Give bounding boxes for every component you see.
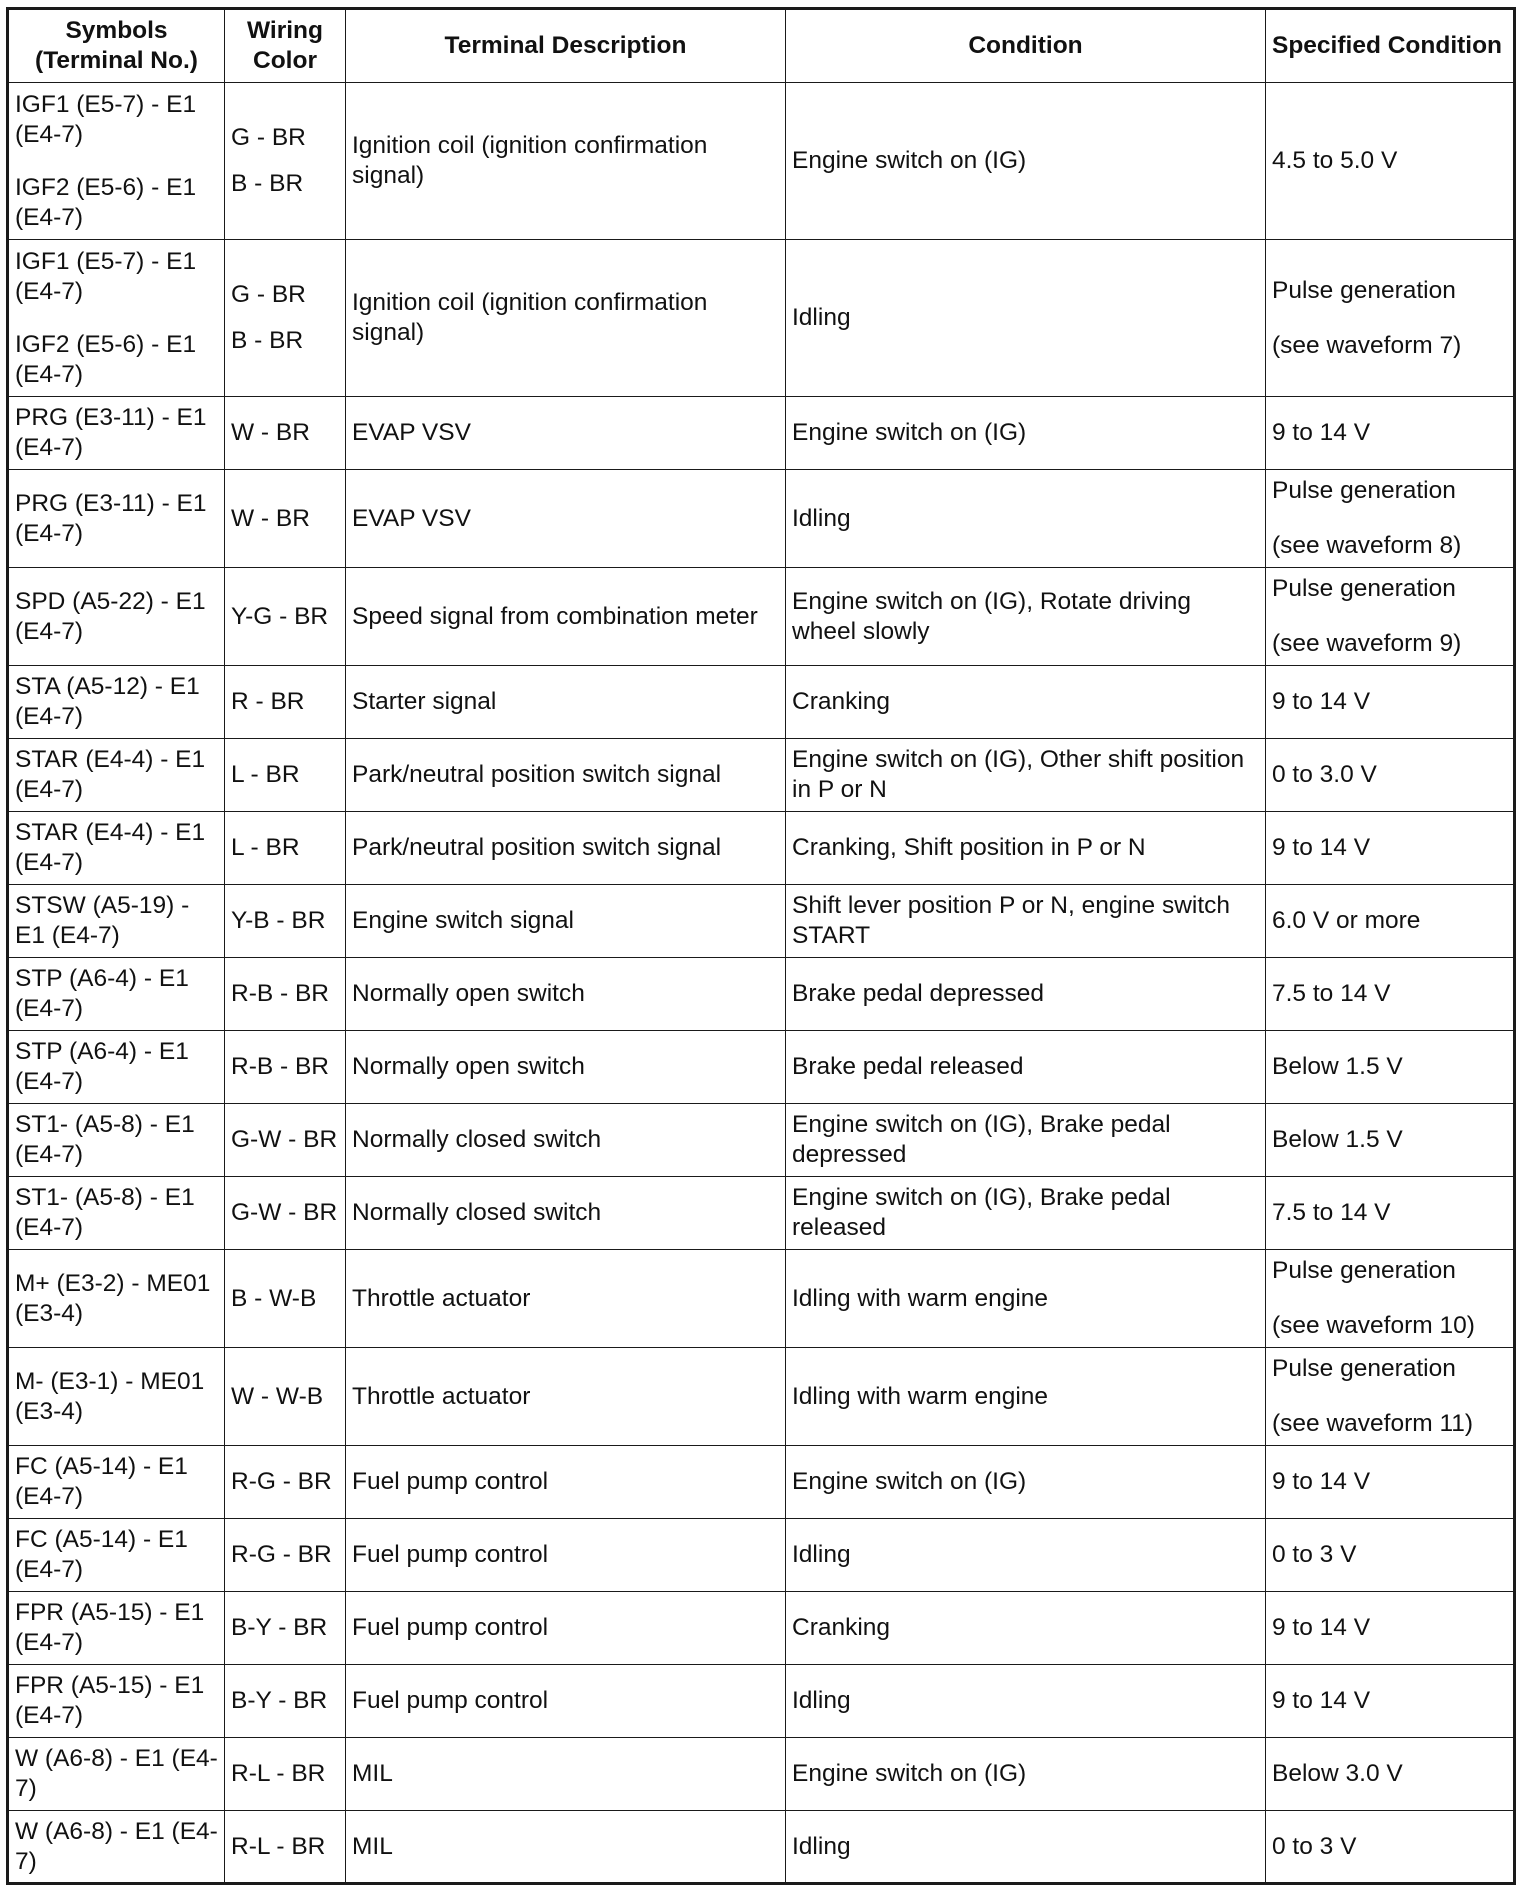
symbol-pair: FPR (A5-15) - E1 (E4-7)	[15, 1672, 205, 1729]
cell-wiring	[225, 666, 346, 739]
cell-condition	[786, 240, 1266, 397]
spec-line: Pulse generation	[1272, 276, 1456, 304]
condition-text: Idling	[792, 1832, 851, 1860]
terminal-description: Engine switch signal	[352, 907, 574, 934]
spec-line: Below 1.5 V	[1272, 1126, 1403, 1153]
cell-wiring	[225, 470, 346, 568]
table-body	[8, 83, 1515, 1884]
cell-symbols	[8, 1104, 225, 1177]
table-row	[8, 240, 1515, 397]
cell-wiring	[225, 1104, 346, 1177]
symbol-pair: M+ (E3-2) - ME01 (E3-4)	[15, 1269, 211, 1327]
condition-text: Brake pedal depressed	[792, 980, 1044, 1007]
cell-symbols	[8, 885, 225, 958]
cell-wiring	[225, 1519, 346, 1592]
cell-condition	[786, 958, 1266, 1031]
cell-spec	[1266, 1250, 1515, 1348]
symbol-pair: M- (E3-1) - ME01 (E3-4)	[15, 1367, 205, 1425]
cell-symbols	[8, 568, 225, 666]
cell-description	[346, 568, 786, 666]
cell-description	[346, 470, 786, 568]
condition-text: Engine switch on (IG), Brake pedal depressed	[792, 1111, 1171, 1168]
spec-line: (see waveform 7)	[1272, 331, 1462, 359]
spec-line: 0 to 3 V	[1272, 1541, 1357, 1568]
wiring-color: R-B - BR	[231, 980, 329, 1007]
header-symbols-line1: Symbols	[65, 17, 168, 44]
table-row	[8, 1177, 1515, 1250]
terminal-description: EVAP VSV	[352, 419, 471, 446]
cell-wiring	[225, 83, 346, 240]
cell-symbols	[8, 240, 225, 397]
table-row	[8, 1592, 1515, 1665]
cell-description	[346, 1446, 786, 1519]
symbol-pair: FPR (A5-15) - E1 (E4-7)	[15, 1599, 205, 1656]
cell-spec	[1266, 1104, 1515, 1177]
header-wiring-line1: Wiring	[247, 17, 323, 44]
table-row	[8, 1104, 1515, 1177]
cell-spec	[1266, 1348, 1515, 1446]
cell-description	[346, 1104, 786, 1177]
cell-spec	[1266, 1177, 1515, 1250]
spec-line: 6.0 V or more	[1272, 907, 1421, 934]
cell-spec	[1266, 958, 1515, 1031]
cell-description	[346, 1665, 786, 1738]
cell-symbols	[8, 1348, 225, 1446]
cell-condition	[786, 1811, 1266, 1884]
cell-wiring	[225, 1031, 346, 1104]
cell-symbols	[8, 666, 225, 739]
wiring-color: G-W - BR	[231, 1199, 338, 1226]
cell-symbols	[8, 1811, 225, 1884]
cell-condition	[786, 1592, 1266, 1665]
symbol-pair: STSW (A5-19) - E1 (E4-7)	[15, 892, 190, 949]
condition-text: Cranking, Shift position in P or N	[792, 834, 1146, 861]
wiring-color: G - BR	[231, 124, 306, 151]
table-row	[8, 83, 1515, 240]
table-row	[8, 1031, 1515, 1104]
symbol-pair: ST1- (A5-8) - E1 (E4-7)	[15, 1184, 195, 1241]
terminal-description: Speed signal from combination meter	[352, 602, 758, 630]
header-symbols-line2: (Terminal No.)	[35, 47, 198, 74]
spec-line: (see waveform 8)	[1272, 532, 1462, 559]
symbol-pair: SPD (A5-22) - E1 (E4-7)	[15, 587, 206, 645]
cell-description	[346, 1519, 786, 1592]
terminal-description: Fuel pump control	[352, 1541, 549, 1568]
terminal-description: Normally closed switch	[352, 1199, 602, 1226]
cell-symbols	[8, 1177, 225, 1250]
condition-text: Engine switch on (IG)	[792, 419, 1027, 446]
wiring-color: R-G - BR	[231, 1468, 332, 1495]
cell-condition	[786, 1031, 1266, 1104]
header-wiring	[225, 9, 346, 83]
terminal-description: Starter signal	[352, 688, 497, 715]
spec-line: (see waveform 11)	[1272, 1410, 1474, 1437]
condition-text: Engine switch on (IG), Rotate driving wheel slowly	[792, 587, 1191, 645]
terminal-description: MIL	[352, 1760, 393, 1787]
cell-wiring	[225, 397, 346, 470]
cell-symbols	[8, 470, 225, 568]
cell-symbols	[8, 1446, 225, 1519]
cell-condition	[786, 1177, 1266, 1250]
terminal-table	[6, 7, 1516, 1885]
table-row	[8, 739, 1515, 812]
cell-spec	[1266, 83, 1515, 240]
wiring-color: B - W-B	[231, 1284, 317, 1312]
wiring-color: Y-G - BR	[231, 602, 329, 630]
wiring-color: W - BR	[231, 419, 310, 446]
cell-condition	[786, 83, 1266, 240]
cell-description	[346, 958, 786, 1031]
cell-wiring	[225, 1665, 346, 1738]
cell-description	[346, 739, 786, 812]
table-row	[8, 1446, 1515, 1519]
cell-condition	[786, 666, 1266, 739]
cell-spec	[1266, 885, 1515, 958]
symbol-pair: W (A6-8) - E1 (E4-7)	[15, 1745, 218, 1802]
cell-spec	[1266, 1738, 1515, 1811]
spec-line: Below 3.0 V	[1272, 1760, 1403, 1787]
cell-description	[346, 1592, 786, 1665]
cell-description	[346, 240, 786, 397]
cell-condition	[786, 1665, 1266, 1738]
spec-line: Pulse generation	[1272, 575, 1456, 602]
cell-spec	[1266, 812, 1515, 885]
spec-line: Pulse generation	[1272, 477, 1456, 504]
table-row	[8, 397, 1515, 470]
terminal-description: Throttle actuator	[352, 1382, 531, 1410]
spec-line: Pulse generation	[1272, 1257, 1456, 1284]
cell-wiring	[225, 1738, 346, 1811]
symbol-pair: PRG (E3-11) - E1 (E4-7)	[15, 404, 207, 461]
cell-wiring	[225, 1811, 346, 1884]
table-row	[8, 1738, 1515, 1811]
table-row	[8, 1811, 1515, 1884]
header-wiring-line2: Color	[253, 47, 317, 74]
cell-symbols	[8, 1250, 225, 1348]
cell-wiring	[225, 885, 346, 958]
condition-text: Cranking	[792, 1614, 891, 1641]
cell-description	[346, 885, 786, 958]
header-spec: Specified Condition	[1266, 9, 1515, 83]
wiring-color: B-Y - BR	[231, 1687, 328, 1714]
spec-line: 9 to 14 V	[1272, 834, 1371, 861]
wiring-color: Y-B - BR	[231, 907, 326, 934]
cell-spec	[1266, 1665, 1515, 1738]
spec-line: Pulse generation	[1272, 1355, 1456, 1382]
spec-line: (see waveform 9)	[1272, 630, 1462, 657]
cell-condition	[786, 470, 1266, 568]
table-row	[8, 666, 1515, 739]
terminal-description: Throttle actuator	[352, 1284, 531, 1312]
spec-line: 9 to 14 V	[1272, 1687, 1371, 1714]
cell-symbols	[8, 83, 225, 240]
spec-line: 7.5 to 14 V	[1272, 1199, 1391, 1226]
cell-wiring	[225, 1250, 346, 1348]
header-symbols	[8, 9, 225, 83]
cell-description	[346, 1738, 786, 1811]
symbol-pair: STP (A6-4) - E1 (E4-7)	[15, 1038, 189, 1095]
table-row	[8, 812, 1515, 885]
spec-line: (see waveform 10)	[1272, 1312, 1475, 1339]
wiring-color: B - BR	[231, 170, 304, 197]
cell-spec	[1266, 1031, 1515, 1104]
spec-line: 9 to 14 V	[1272, 1468, 1371, 1495]
condition-text: Idling	[792, 304, 851, 331]
cell-wiring	[225, 739, 346, 812]
wiring-color: W - BR	[231, 504, 310, 532]
cell-spec	[1266, 470, 1515, 568]
wiring-color: B-Y - BR	[231, 1614, 328, 1641]
condition-text: Engine switch on (IG), Other shift position in P or N	[792, 746, 1245, 803]
cell-spec	[1266, 1446, 1515, 1519]
cell-condition	[786, 1446, 1266, 1519]
wiring-color: R-L - BR	[231, 1832, 326, 1860]
cell-wiring	[225, 1592, 346, 1665]
cell-symbols	[8, 812, 225, 885]
wiring-color: R-B - BR	[231, 1053, 329, 1080]
symbol-pair: STP (A6-4) - E1 (E4-7)	[15, 965, 189, 1022]
cell-symbols	[8, 1665, 225, 1738]
header-condition: Condition	[786, 9, 1266, 83]
cell-spec	[1266, 1592, 1515, 1665]
table-row	[8, 1519, 1515, 1592]
condition-text: Idling with warm engine	[792, 1382, 1049, 1410]
cell-symbols	[8, 1519, 225, 1592]
terminal-description: EVAP VSV	[352, 504, 471, 532]
cell-spec	[1266, 666, 1515, 739]
cell-condition	[786, 1250, 1266, 1348]
condition-text: Engine switch on (IG)	[792, 1760, 1027, 1787]
cell-description	[346, 1031, 786, 1104]
cell-condition	[786, 1738, 1266, 1811]
symbol-pair: IGF2 (E5-6) - E1 (E4-7)	[15, 173, 197, 231]
terminal-description: Fuel pump control	[352, 1687, 549, 1714]
cell-spec	[1266, 739, 1515, 812]
header-description: Terminal Description	[346, 9, 786, 83]
cell-condition	[786, 1104, 1266, 1177]
header-row	[8, 9, 1515, 83]
spec-line: 0 to 3.0 V	[1272, 761, 1377, 788]
cell-wiring	[225, 812, 346, 885]
table-row	[8, 1665, 1515, 1738]
spec-line: 0 to 3 V	[1272, 1832, 1357, 1860]
condition-text: Idling	[792, 1541, 851, 1568]
terminal-description: Fuel pump control	[352, 1614, 549, 1641]
wiring-color: R-L - BR	[231, 1760, 326, 1787]
spec-line: 7.5 to 14 V	[1272, 980, 1391, 1007]
terminal-description: MIL	[352, 1832, 393, 1860]
condition-text: Brake pedal released	[792, 1053, 1024, 1080]
cell-wiring	[225, 1446, 346, 1519]
symbol-pair: FC (A5-14) - E1 (E4-7)	[15, 1526, 188, 1583]
cell-spec	[1266, 1519, 1515, 1592]
condition-text: Cranking	[792, 688, 891, 715]
wiring-color: W - W-B	[231, 1382, 324, 1410]
spec-line: 9 to 14 V	[1272, 419, 1371, 446]
table-row	[8, 885, 1515, 958]
cell-wiring	[225, 240, 346, 397]
table-row	[8, 568, 1515, 666]
symbol-pair: STAR (E4-4) - E1 (E4-7)	[15, 819, 206, 876]
cell-condition	[786, 739, 1266, 812]
cell-wiring	[225, 1177, 346, 1250]
condition-text: Engine switch on (IG), Brake pedal released	[792, 1184, 1171, 1241]
condition-text: Shift lever position P or N, engine switch START	[792, 892, 1231, 949]
condition-text: Idling with warm engine	[792, 1284, 1049, 1312]
cell-spec	[1266, 240, 1515, 397]
symbol-pair: IGF1 (E5-7) - E1 (E4-7)	[15, 90, 197, 148]
cell-description	[346, 1811, 786, 1884]
cell-description	[346, 666, 786, 739]
spec-line: 4.5 to 5.0 V	[1272, 147, 1398, 174]
spec-line: Below 1.5 V	[1272, 1053, 1403, 1080]
terminal-description: Fuel pump control	[352, 1468, 549, 1495]
cell-spec	[1266, 397, 1515, 470]
wiring-color: R - BR	[231, 688, 305, 715]
cell-spec	[1266, 1811, 1515, 1884]
cell-description	[346, 83, 786, 240]
condition-text: Idling	[792, 504, 851, 532]
symbol-pair: STA (A5-12) - E1 (E4-7)	[15, 673, 200, 730]
terminal-description: Normally open switch	[352, 1053, 585, 1080]
table-row	[8, 1250, 1515, 1348]
cell-description	[346, 1177, 786, 1250]
wiring-color: G-W - BR	[231, 1126, 338, 1153]
table-row	[8, 1348, 1515, 1446]
symbol-pair: W (A6-8) - E1 (E4-7)	[15, 1817, 218, 1875]
cell-description	[346, 397, 786, 470]
symbol-pair: IGF2 (E5-6) - E1 (E4-7)	[15, 330, 197, 388]
cell-wiring	[225, 958, 346, 1031]
wiring-color: G - BR	[231, 281, 306, 308]
cell-condition	[786, 885, 1266, 958]
table-row	[8, 958, 1515, 1031]
symbol-pair: FC (A5-14) - E1 (E4-7)	[15, 1453, 188, 1510]
wiring-color: L - BR	[231, 834, 300, 861]
terminal-description: Normally open switch	[352, 980, 585, 1007]
condition-text: Engine switch on (IG)	[792, 1468, 1027, 1495]
cell-symbols	[8, 1738, 225, 1811]
wiring-color: R-G - BR	[231, 1541, 332, 1568]
symbol-pair: PRG (E3-11) - E1 (E4-7)	[15, 489, 207, 547]
cell-description	[346, 812, 786, 885]
symbol-pair: IGF1 (E5-7) - E1 (E4-7)	[15, 247, 197, 305]
table-row	[8, 470, 1515, 568]
condition-text: Idling	[792, 1687, 851, 1714]
terminal-description: Normally closed switch	[352, 1126, 602, 1153]
condition-text: Engine switch on (IG)	[792, 147, 1027, 174]
symbol-pair: STAR (E4-4) - E1 (E4-7)	[15, 746, 206, 803]
cell-symbols	[8, 397, 225, 470]
cell-symbols	[8, 958, 225, 1031]
terminal-description: Park/neutral position switch signal	[352, 761, 722, 788]
cell-wiring	[225, 568, 346, 666]
spec-line: 9 to 14 V	[1272, 688, 1371, 715]
terminal-description: Ignition coil (ignition confirmation signal)	[352, 289, 708, 346]
wiring-color: B - BR	[231, 327, 304, 354]
cell-symbols	[8, 1592, 225, 1665]
cell-condition	[786, 1519, 1266, 1592]
terminal-description: Park/neutral position switch signal	[352, 834, 722, 861]
wiring-color: L - BR	[231, 761, 300, 788]
cell-symbols	[8, 739, 225, 812]
cell-description	[346, 1348, 786, 1446]
terminal-description: Ignition coil (ignition confirmation signal)	[352, 132, 708, 189]
cell-condition	[786, 812, 1266, 885]
symbol-pair: ST1- (A5-8) - E1 (E4-7)	[15, 1111, 195, 1168]
cell-wiring	[225, 1348, 346, 1446]
cell-condition	[786, 397, 1266, 470]
cell-condition	[786, 568, 1266, 666]
spec-line: 9 to 14 V	[1272, 1614, 1371, 1641]
cell-spec	[1266, 568, 1515, 666]
cell-symbols	[8, 1031, 225, 1104]
cell-description	[346, 1250, 786, 1348]
cell-condition	[786, 1348, 1266, 1446]
